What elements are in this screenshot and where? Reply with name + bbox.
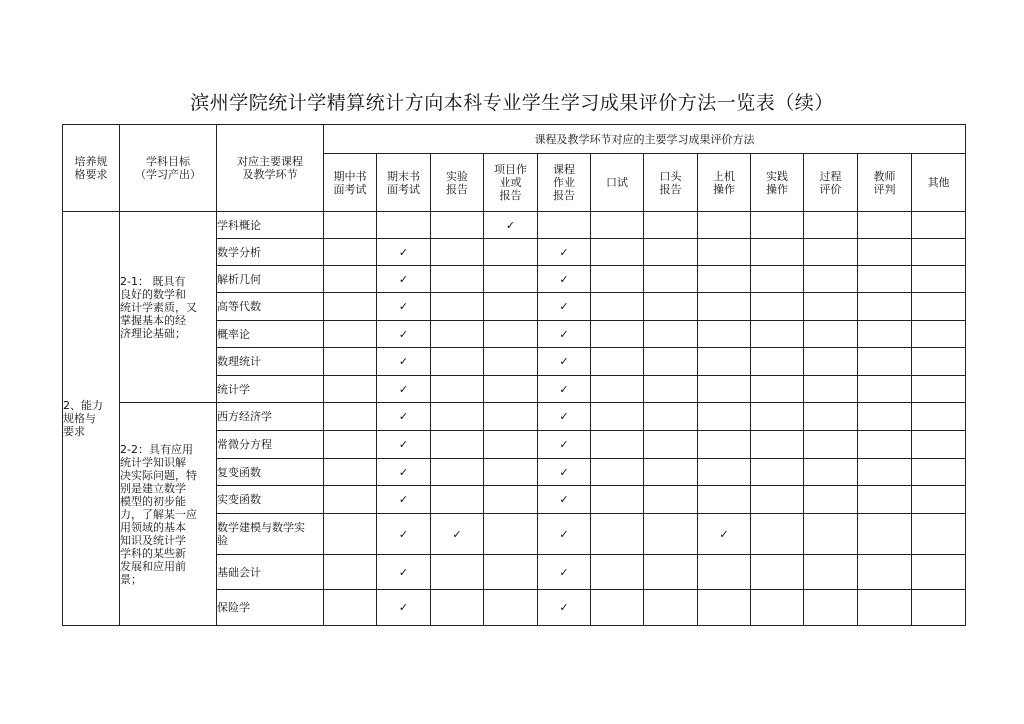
evaluation-cell <box>858 431 912 459</box>
method-header <box>804 154 858 212</box>
evaluation-cell <box>431 293 484 321</box>
evaluation-cell <box>324 293 377 321</box>
target-cell <box>120 212 217 403</box>
evaluation-cell <box>377 293 431 321</box>
evaluation-cell <box>751 293 804 321</box>
evaluation-cell <box>698 555 751 590</box>
evaluation-cell <box>538 431 591 459</box>
evaluation-cell <box>377 431 431 459</box>
requirement-cell <box>63 212 120 626</box>
evaluation-cell <box>538 403 591 431</box>
course-name <box>217 514 324 555</box>
evaluation-cell <box>377 348 431 376</box>
evaluation-cell <box>912 348 966 376</box>
text-line: 评判 <box>873 182 896 196</box>
evaluation-cell <box>644 459 698 486</box>
course-name <box>217 403 324 431</box>
evaluation-cell <box>858 514 912 555</box>
evaluation-cell <box>751 403 804 431</box>
text-line: 学科的某些新 <box>120 546 186 560</box>
text-line: 及教学环节 <box>242 168 298 181</box>
evaluation-cell <box>804 348 858 376</box>
evaluation-cell <box>484 590 538 626</box>
text-line: 概率论 <box>217 327 250 341</box>
check-mark: ✓ <box>559 327 569 341</box>
evaluation-cell <box>484 431 538 459</box>
text-line: 口头 <box>659 169 682 183</box>
evaluation-cell <box>804 590 858 626</box>
evaluation-cell <box>591 212 644 239</box>
text-line: 要求 <box>63 425 85 438</box>
evaluation-cell <box>751 266 804 293</box>
evaluation-cell <box>644 212 698 239</box>
evaluation-cell <box>591 431 644 459</box>
evaluation-cell <box>538 376 591 403</box>
evaluation-cell <box>324 431 377 459</box>
evaluation-cell <box>858 266 912 293</box>
evaluation-cell <box>698 431 751 459</box>
evaluation-cell <box>858 239 912 266</box>
evaluation-cell <box>324 348 377 376</box>
text-line: 统计学素质，又 <box>120 300 197 314</box>
evaluation-cell <box>431 348 484 376</box>
method-header <box>751 154 804 212</box>
evaluation-cell <box>484 376 538 403</box>
evaluation-cell <box>912 321 966 348</box>
evaluation-cell <box>751 459 804 486</box>
evaluation-cell <box>698 403 751 431</box>
evaluation-cell <box>804 266 858 293</box>
evaluation-cell <box>698 266 751 293</box>
table-row <box>63 403 966 431</box>
check-mark: ✓ <box>398 382 409 396</box>
evaluation-cell <box>324 590 377 626</box>
check-mark: ✓ <box>398 272 409 286</box>
evaluation-cell <box>858 486 912 514</box>
check-mark: ✓ <box>559 300 569 313</box>
check-mark: ✓ <box>398 355 409 368</box>
table-row <box>63 212 966 239</box>
evaluation-cell <box>484 266 538 293</box>
evaluation-cell <box>431 486 484 514</box>
text-line: 用领域的基本 <box>120 520 186 534</box>
evaluation-cell <box>377 239 431 266</box>
text-line: 2-1： 既具有 <box>120 274 186 288</box>
evaluation-cell <box>858 555 912 590</box>
check-mark: ✓ <box>398 327 409 341</box>
course-name <box>217 486 324 514</box>
evaluation-cell <box>591 514 644 555</box>
evaluation-cell <box>377 266 431 293</box>
evaluation-cell <box>538 239 591 266</box>
evaluation-cell <box>591 486 644 514</box>
evaluation-cell <box>538 514 591 555</box>
evaluation-cell <box>431 555 484 590</box>
target-cell <box>120 403 217 626</box>
header-target <box>120 125 217 212</box>
method-header <box>644 154 698 212</box>
text-line: 作业 <box>553 176 575 189</box>
evaluation-cell <box>804 459 858 486</box>
evaluation-cell <box>858 212 912 239</box>
text-line: 西方经济学 <box>217 410 272 423</box>
text-line: 项目作 <box>494 163 527 176</box>
evaluation-cell <box>751 486 804 514</box>
text-line: 格要求 <box>74 168 108 181</box>
text-line: 保险学 <box>217 601 250 614</box>
evaluation-cell <box>644 376 698 403</box>
evaluation-cell <box>751 431 804 459</box>
text-line: 过程 <box>819 169 842 183</box>
text-line: 景； <box>120 572 142 586</box>
check-mark: ✓ <box>559 272 569 286</box>
evaluation-cell <box>698 321 751 348</box>
evaluation-cell <box>324 459 377 486</box>
check-mark: ✓ <box>398 565 409 579</box>
evaluation-cell <box>431 266 484 293</box>
evaluation-cell <box>858 376 912 403</box>
text-line: 数理统计 <box>217 355 261 368</box>
evaluation-cell <box>698 376 751 403</box>
check-mark: ✓ <box>398 493 409 506</box>
evaluation-cell <box>751 239 804 266</box>
evaluation-cell <box>591 239 644 266</box>
text-line: 2-2：具有应用 <box>120 442 193 456</box>
course-name <box>217 321 324 348</box>
evaluation-cell <box>538 590 591 626</box>
header-requirement <box>63 125 120 212</box>
text-line: 口试 <box>606 176 628 189</box>
evaluation-cell <box>591 348 644 376</box>
evaluation-cell <box>484 514 538 555</box>
text-line: 操作 <box>766 182 788 196</box>
evaluation-cell <box>698 239 751 266</box>
evaluation-cell <box>538 555 591 590</box>
text-line: 统计学知识解 <box>120 455 186 469</box>
method-header <box>858 154 912 212</box>
text-line: 学科概论 <box>217 218 261 232</box>
check-mark: ✓ <box>559 382 569 396</box>
evaluation-cell <box>377 486 431 514</box>
evaluation-cell <box>912 431 966 459</box>
text-line: 教师 <box>873 169 896 183</box>
text-line: 良好的数学和 <box>120 287 186 301</box>
evaluation-cell <box>538 459 591 486</box>
evaluation-cell <box>377 212 431 239</box>
text-line: 报告 <box>553 189 575 202</box>
evaluation-cell <box>538 266 591 293</box>
evaluation-cell <box>912 212 966 239</box>
text-line: 业或 <box>499 176 522 189</box>
evaluation-cell <box>484 212 538 239</box>
evaluation-cell <box>538 321 591 348</box>
evaluation-cell <box>324 239 377 266</box>
method-header <box>591 154 644 212</box>
evaluation-cell <box>751 376 804 403</box>
text-line: 面考试 <box>333 182 367 196</box>
text-line: 期中书 <box>333 169 367 183</box>
evaluation-cell <box>912 293 966 321</box>
evaluation-cell <box>324 266 377 293</box>
check-mark: ✓ <box>452 527 462 541</box>
evaluation-cell <box>698 293 751 321</box>
evaluation-cell <box>804 321 858 348</box>
evaluation-cell <box>751 555 804 590</box>
text-line: 期末书 <box>387 169 420 183</box>
course-name <box>217 293 324 321</box>
evaluation-cell <box>377 590 431 626</box>
evaluation-cell <box>804 486 858 514</box>
check-mark: ✓ <box>559 527 569 541</box>
evaluation-cell <box>377 321 431 348</box>
evaluation-cell <box>324 403 377 431</box>
evaluation-cell <box>698 212 751 239</box>
text-line: 数学建模与数学实 <box>217 521 305 534</box>
evaluation-cell <box>484 239 538 266</box>
course-name <box>217 555 324 590</box>
text-line: 其他 <box>927 176 950 189</box>
text-line: 2、能力 <box>63 399 103 412</box>
evaluation-cell <box>644 293 698 321</box>
evaluation-cell <box>484 486 538 514</box>
evaluation-cell <box>644 590 698 626</box>
course-name <box>217 348 324 376</box>
text-line: 评价 <box>819 182 842 196</box>
evaluation-cell <box>912 555 966 590</box>
method-header <box>377 154 431 212</box>
evaluation-cell <box>377 514 431 555</box>
check-mark: ✓ <box>398 465 409 479</box>
evaluation-cell <box>484 293 538 321</box>
evaluation-cell <box>858 321 912 348</box>
evaluation-cell <box>912 590 966 626</box>
check-mark: ✓ <box>398 601 409 614</box>
evaluation-cell <box>804 403 858 431</box>
course-name <box>217 239 324 266</box>
evaluation-cell <box>804 431 858 459</box>
text-line: 实践 <box>766 169 788 183</box>
text-line: 培养规 <box>74 155 108 168</box>
evaluation-cell <box>644 514 698 555</box>
evaluation-cell <box>804 212 858 239</box>
evaluation-cell <box>644 348 698 376</box>
evaluation-cell <box>698 514 751 555</box>
evaluation-cell <box>431 376 484 403</box>
course-name <box>217 431 324 459</box>
text-line: 面考试 <box>387 182 420 196</box>
evaluation-cell <box>804 555 858 590</box>
evaluation-cell <box>644 555 698 590</box>
evaluation-table <box>62 124 966 626</box>
text-line: 解析几何 <box>217 272 261 286</box>
method-header <box>484 154 538 212</box>
check-mark: ✓ <box>559 410 569 423</box>
text-line: 验 <box>217 534 228 547</box>
check-mark: ✓ <box>719 527 729 541</box>
course-name <box>217 376 324 403</box>
check-mark: ✓ <box>559 493 569 506</box>
text-line: 别是建立数学 <box>120 481 186 495</box>
evaluation-cell <box>912 459 966 486</box>
text-line: 发展和应用前 <box>120 559 186 573</box>
text-line: （学习产出） <box>135 168 201 181</box>
evaluation-cell <box>484 321 538 348</box>
evaluation-cell <box>751 590 804 626</box>
check-mark: ✓ <box>398 300 409 313</box>
evaluation-cell <box>912 514 966 555</box>
evaluation-cell <box>858 293 912 321</box>
check-mark: ✓ <box>559 565 569 579</box>
text-line: 报告 <box>499 189 522 202</box>
text-line: 报告 <box>446 182 468 196</box>
method-header <box>324 154 377 212</box>
evaluation-cell <box>484 555 538 590</box>
evaluation-cell <box>431 212 484 239</box>
evaluation-cell <box>912 266 966 293</box>
evaluation-cell <box>324 555 377 590</box>
text-line: 实验 <box>446 169 468 183</box>
evaluation-cell <box>431 403 484 431</box>
text-line: 知识及统计学 <box>120 533 186 547</box>
evaluation-cell <box>698 459 751 486</box>
method-header <box>431 154 484 212</box>
text-line: 规格与 <box>63 412 96 425</box>
evaluation-cell <box>858 403 912 431</box>
check-mark: ✓ <box>398 527 409 541</box>
evaluation-cell <box>591 266 644 293</box>
evaluation-cell <box>431 459 484 486</box>
evaluation-cell <box>912 403 966 431</box>
evaluation-cell <box>538 212 591 239</box>
evaluation-cell <box>324 486 377 514</box>
text-line: 上机 <box>713 169 735 183</box>
evaluation-cell <box>377 555 431 590</box>
evaluation-cell <box>324 321 377 348</box>
evaluation-cell <box>858 590 912 626</box>
evaluation-cell <box>591 590 644 626</box>
evaluation-cell <box>324 514 377 555</box>
evaluation-cell <box>751 321 804 348</box>
method-header <box>538 154 591 212</box>
evaluation-cell <box>804 514 858 555</box>
course-name <box>217 266 324 293</box>
evaluation-cell <box>484 348 538 376</box>
text-line: 报告 <box>659 182 682 196</box>
text-line: 常微分方程 <box>217 438 272 451</box>
text-line: 操作 <box>713 182 735 196</box>
evaluation-cell <box>698 348 751 376</box>
evaluation-cell <box>912 376 966 403</box>
method-header <box>912 154 966 212</box>
evaluation-cell <box>698 486 751 514</box>
method-header <box>698 154 751 212</box>
text-line: 基础会计 <box>217 565 261 579</box>
evaluation-cell <box>644 321 698 348</box>
evaluation-cell <box>591 459 644 486</box>
evaluation-cell <box>751 514 804 555</box>
text-line: 济理论基础； <box>120 326 186 340</box>
course-name <box>217 459 324 486</box>
text-line: 实变函数 <box>217 493 261 506</box>
check-mark: ✓ <box>398 410 409 423</box>
evaluation-cell <box>804 239 858 266</box>
evaluation-cell <box>644 239 698 266</box>
text-line: 高等代数 <box>217 300 261 313</box>
evaluation-cell <box>431 514 484 555</box>
evaluation-cell <box>484 403 538 431</box>
evaluation-cell <box>698 590 751 626</box>
evaluation-cell <box>912 239 966 266</box>
check-mark: ✓ <box>559 465 569 479</box>
evaluation-cell <box>644 266 698 293</box>
evaluation-cell <box>858 459 912 486</box>
text-line: 模型的初步能 <box>120 494 186 508</box>
page-title: 滨州学院统计学精算统计方向本科专业学生学习成果评价方法一览表（续） <box>190 92 834 114</box>
check-mark: ✓ <box>559 438 569 451</box>
header-course <box>217 125 324 212</box>
check-mark: ✓ <box>398 438 409 451</box>
evaluation-cell <box>804 293 858 321</box>
evaluation-cell <box>591 555 644 590</box>
evaluation-cell <box>644 486 698 514</box>
evaluation-cell <box>751 348 804 376</box>
text-line: 统计学 <box>217 382 250 396</box>
evaluation-cell <box>538 348 591 376</box>
check-mark: ✓ <box>559 355 569 368</box>
evaluation-cell <box>538 293 591 321</box>
evaluation-cell <box>591 403 644 431</box>
text-line: 复变函数 <box>217 465 261 479</box>
course-name <box>217 590 324 626</box>
evaluation-cell <box>858 348 912 376</box>
evaluation-cell <box>751 212 804 239</box>
evaluation-cell <box>591 321 644 348</box>
evaluation-cell <box>377 403 431 431</box>
evaluation-cell <box>484 459 538 486</box>
evaluation-cell <box>431 239 484 266</box>
evaluation-cell <box>377 376 431 403</box>
check-mark: ✓ <box>505 218 516 232</box>
text-line: 学科目标 <box>146 155 190 168</box>
evaluation-cell <box>804 376 858 403</box>
evaluation-cell <box>644 403 698 431</box>
text-line: 对应主要课程 <box>237 155 303 168</box>
header-method-span: 课程及教学环节对应的主要学习成果评价方法 <box>324 125 966 154</box>
header-row <box>63 125 966 154</box>
check-mark: ✓ <box>398 245 409 259</box>
check-mark: ✓ <box>559 601 569 614</box>
evaluation-cell <box>591 293 644 321</box>
check-mark: ✓ <box>559 245 569 259</box>
text-line: 课程 <box>553 163 575 176</box>
evaluation-cell <box>912 486 966 514</box>
evaluation-cell <box>538 486 591 514</box>
evaluation-cell <box>431 321 484 348</box>
evaluation-cell <box>324 376 377 403</box>
evaluation-cell <box>377 459 431 486</box>
text-line: 力，了解某一应 <box>120 507 197 521</box>
evaluation-cell <box>431 431 484 459</box>
text-line: 掌握基本的经 <box>120 313 186 327</box>
text-line: 数学分析 <box>217 245 261 259</box>
course-name <box>217 212 324 239</box>
evaluation-cell <box>324 212 377 239</box>
evaluation-cell <box>431 590 484 626</box>
evaluation-cell <box>591 376 644 403</box>
text-line: 决实际问题，特 <box>120 468 197 482</box>
evaluation-cell <box>644 431 698 459</box>
